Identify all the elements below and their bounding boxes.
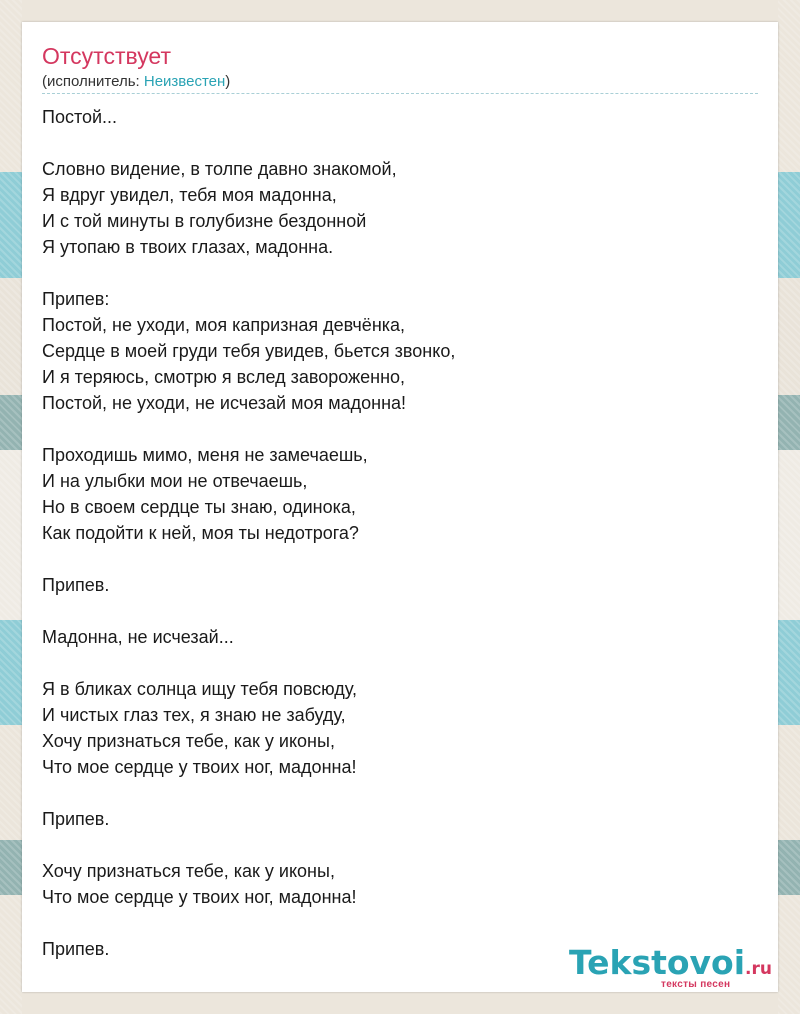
background-stripes-right: [778, 0, 800, 1014]
lyric-line: Припев.: [42, 575, 110, 595]
lyric-line: Мадонна, не исчезай...: [42, 627, 234, 647]
background-stripes-left: [0, 0, 22, 1014]
lyric-line: И чистых глаз тех, я знаю не забуду,: [42, 705, 346, 725]
logo-tld: .ru: [745, 959, 772, 979]
lyric-line: Я утопаю в твоих глазах, мадонна.: [42, 237, 334, 257]
lyric-line: И я теряюсь, смотрю я вслед завороженно,: [42, 367, 406, 387]
artist-suffix: ): [225, 73, 231, 90]
lyric-line: Хочу признаться тебе, как у иконы,: [42, 861, 335, 881]
lyric-blank-line: [42, 780, 742, 806]
lyric-line: Как подойти к ней, моя ты недотрога?: [42, 523, 359, 543]
lyric-line: Припев:: [42, 289, 110, 309]
lyric-line: Постой, не уходи, моя капризная девчёнка,: [42, 315, 406, 335]
lyric-blank-line: [42, 416, 742, 442]
lyric-line: Я вдруг увидел, тебя моя мадонна,: [42, 185, 337, 205]
lyric-blank-line: [42, 260, 742, 286]
lyric-blank-line: [42, 832, 742, 858]
lyric-line: И на улыбки мои не отвечаешь,: [42, 471, 308, 491]
artist-line: [42, 73, 230, 91]
lyric-line: Проходишь мимо, меня не замечаешь,: [42, 445, 368, 465]
lyric-line: Припев.: [42, 939, 110, 959]
lyrics-card: [22, 22, 778, 992]
lyric-blank-line: [42, 130, 742, 156]
lyric-line: Постой, не уходи, не исчезай моя мадонна!: [42, 393, 407, 413]
lyric-line: Но в своем сердце ты знаю, одинока,: [42, 497, 356, 517]
lyrics-body: [42, 104, 742, 962]
lyric-blank-line: [42, 598, 742, 624]
artist-link[interactable]: Неизвестен: [143, 73, 226, 90]
lyric-blank-line: [42, 650, 742, 676]
lyric-line: Что мое сердце у твоих ног, мадонна!: [42, 757, 357, 777]
lyric-blank-line: [42, 910, 742, 936]
lyric-line: Хочу признаться тебе, как у иконы,: [42, 731, 335, 751]
artist-prefix: (исполнитель:: [42, 73, 144, 90]
lyric-line: Что мое сердце у твоих ног, мадонна!: [42, 887, 357, 907]
logo-tagline: тексты песен: [661, 979, 731, 990]
lyric-line: Я в бликах солнца ищу тебя повсюду,: [42, 679, 357, 699]
lyric-line: И с той минуты в голубизне бездонной: [42, 211, 367, 231]
logo-text: Tekstovoi: [569, 943, 746, 982]
title-divider: [42, 93, 758, 94]
site-logo[interactable]: [569, 943, 772, 990]
lyric-line: Сердце в моей груди тебя увидев, бьется звонко,: [42, 341, 456, 361]
lyric-line: Словно видение, в толпе давно знакомой,: [42, 159, 397, 179]
lyric-blank-line: [42, 546, 742, 572]
lyric-line: Постой...: [42, 107, 118, 127]
lyric-line: Припев.: [42, 809, 110, 829]
song-title: Отсутствует: [42, 43, 171, 69]
